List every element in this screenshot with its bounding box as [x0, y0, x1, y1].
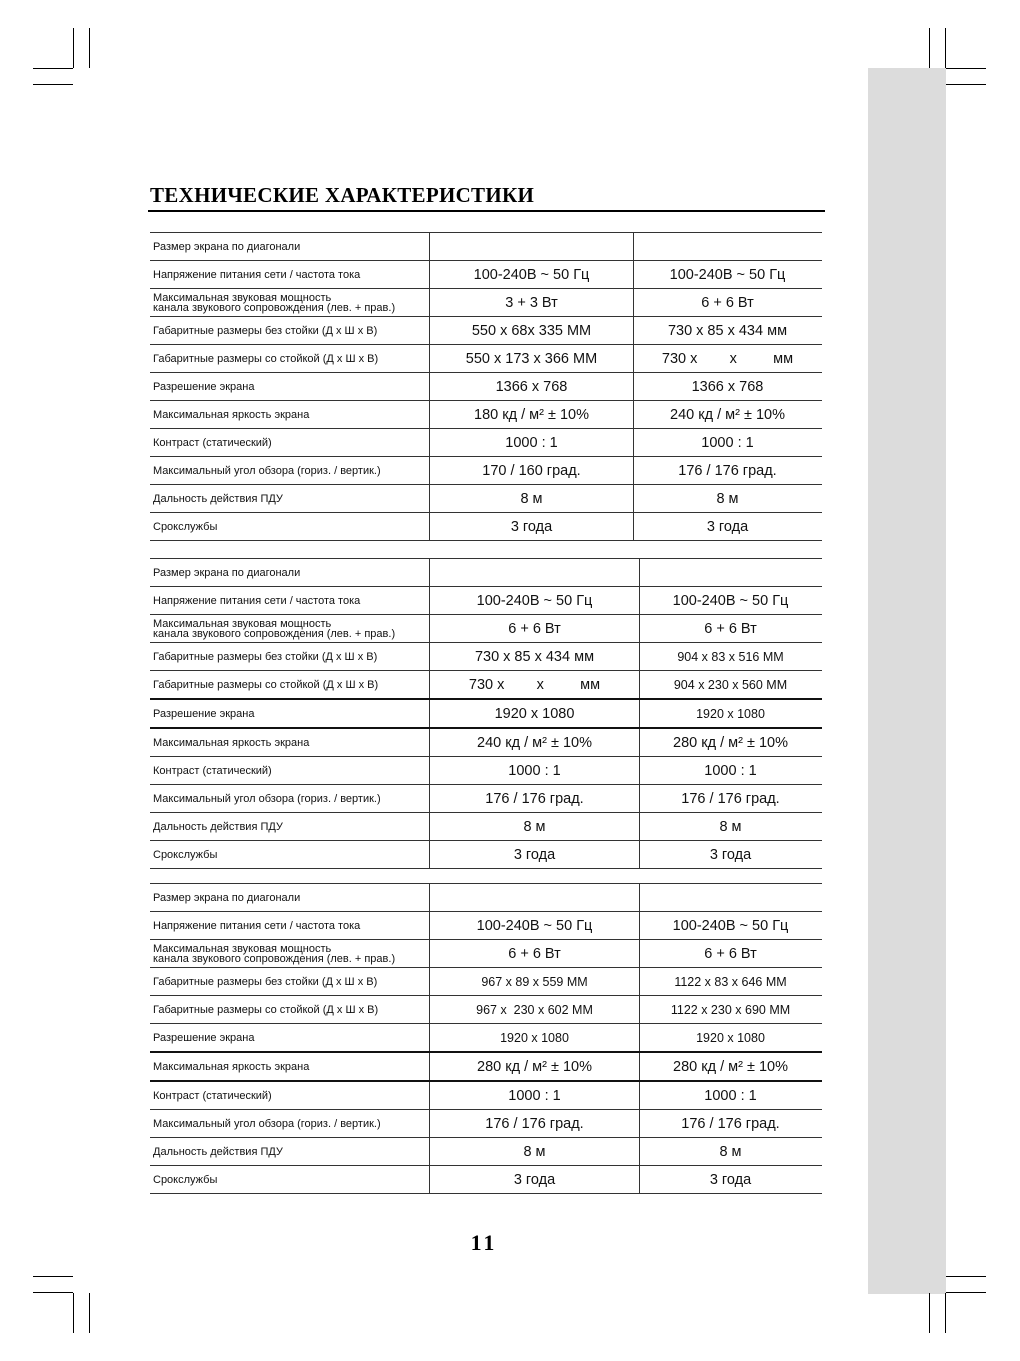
row-label: Дальность действия ПДУ	[150, 813, 430, 840]
value-col2: 176 / 176 град.	[678, 462, 777, 479]
value-col2: 6 + 6 Вт	[704, 945, 757, 962]
value-col2: 3 года	[709, 846, 752, 863]
value-col1	[430, 233, 634, 260]
crop-mark	[929, 1293, 930, 1333]
row-label: Контраст (статический)	[150, 1082, 430, 1109]
value-col1	[430, 884, 640, 911]
value-col2: 904 x 230 x 560 ММ	[673, 677, 788, 692]
value-col1: 967 x 89 x 559 ММ	[430, 968, 640, 995]
value-col1: 176 / 176 град.	[430, 785, 640, 812]
table-row	[150, 1024, 822, 1053]
table-row	[150, 671, 822, 700]
table-row	[150, 1110, 822, 1138]
row-label: Напряжение питания сети / частота тока	[150, 912, 430, 939]
spec-table	[150, 232, 822, 541]
value-col2: 100-240В ~ 50 Гц	[669, 266, 786, 283]
value-col2: 730 x x мм	[661, 350, 794, 367]
table-row	[150, 485, 822, 513]
table-row	[150, 996, 822, 1024]
row-label: Максимальный угол обзора (гориз. / вертик.)	[150, 457, 430, 484]
row-label: Максимальная яркость экрана	[150, 729, 430, 756]
row-label: Разрешение экрана	[150, 700, 430, 727]
table-row	[150, 1138, 822, 1166]
value-col1: 8 м	[430, 485, 634, 512]
crop-mark	[945, 28, 946, 68]
value-col1: 8 м	[430, 1138, 640, 1165]
value-col1: 100-240В ~ 50 Гц	[430, 587, 640, 614]
row-label: Напряжение питания сети / частота тока	[150, 261, 430, 288]
row-label: Габаритные размеры со стойкой (Д х Ш х В)	[150, 345, 430, 372]
row-label: Размер экрана по диагонали	[150, 559, 430, 586]
value-col1: 1000 : 1	[430, 757, 640, 784]
table-row	[150, 1082, 822, 1110]
table-row	[150, 757, 822, 785]
table-row	[150, 912, 822, 940]
crop-mark	[73, 28, 74, 68]
row-label: Максимальная яркость экрана	[150, 401, 430, 428]
value-col1: 550 x 68x 335 ММ	[430, 317, 634, 344]
table-row	[150, 785, 822, 813]
value-col2	[640, 559, 821, 586]
row-label: Напряжение питания сети / частота тока	[150, 587, 430, 614]
value-col2: 904 x 83 x 516 ММ	[677, 649, 784, 664]
value-col2: 176 / 176 град.	[681, 790, 780, 807]
table-row	[150, 884, 822, 912]
crop-mark	[33, 84, 73, 85]
crop-mark	[33, 1292, 73, 1293]
value-col2: 3 года	[706, 518, 749, 535]
row-label: Дальность действия ПДУ	[150, 485, 430, 512]
value-col2: 280 кд / м² ± 10%	[673, 1058, 788, 1075]
value-col1: 280 кд / м² ± 10%	[430, 1053, 640, 1080]
value-col2: 176 / 176 град.	[681, 1115, 780, 1132]
value-col2: 730 x 85 x 434 мм	[667, 322, 788, 339]
table-row	[150, 615, 822, 643]
crop-mark	[33, 1276, 73, 1277]
value-col1: 6 + 6 Вт	[430, 615, 640, 642]
value-col1: 730 x 85 x 434 мм	[430, 643, 640, 670]
row-label: Разрешение экрана	[150, 1024, 430, 1051]
value-col1: 1000 : 1	[430, 429, 634, 456]
title-underline	[148, 210, 825, 212]
value-col1: 170 / 160 град.	[430, 457, 634, 484]
crop-mark	[946, 1276, 986, 1277]
row-label: Максимальная звуковая мощность канала звукового сопровождения (лев. + прав.)	[150, 940, 430, 967]
crop-mark	[73, 1293, 74, 1333]
table-row	[150, 373, 822, 401]
row-label: Максимальный угол обзора (гориз. / вертик.)	[150, 785, 430, 812]
table-row	[150, 289, 822, 317]
row-label: Контраст (статический)	[150, 429, 430, 456]
value-col2: 1122 x 83 x 646 ММ	[674, 974, 787, 989]
table-row	[150, 261, 822, 289]
crop-mark	[33, 68, 73, 69]
row-label: Габаритные размеры без стойки (Д х Ш х В)	[150, 968, 430, 995]
value-col2: 1000 : 1	[704, 762, 757, 779]
value-col1	[430, 559, 640, 586]
row-label: Максимальная звуковая мощность канала звукового сопровождения (лев. + прав.)	[150, 615, 430, 642]
crop-mark	[89, 28, 90, 68]
value-col1: 1920 x 1080	[430, 1024, 640, 1051]
value-col1: 240 кд / м² ± 10%	[430, 729, 640, 756]
row-label: Максимальная звуковая мощность канала звукового сопровождения (лев. + прав.)	[150, 289, 430, 316]
value-col2	[640, 884, 821, 911]
row-label: Дальность действия ПДУ	[150, 1138, 430, 1165]
table-row	[150, 587, 822, 615]
value-col2: 100-240В ~ 50 Гц	[672, 917, 789, 934]
table-row	[150, 401, 822, 429]
value-col1: 1366 x 768	[430, 373, 634, 400]
value-col1: 3 года	[430, 841, 640, 868]
value-col2: 8 м	[719, 1143, 742, 1160]
table-row	[150, 841, 822, 869]
value-col2: 1000 : 1	[701, 434, 754, 451]
value-col2	[634, 233, 821, 260]
value-col1: 180 кд / м² ± 10%	[430, 401, 634, 428]
table-row	[150, 559, 822, 587]
crop-mark	[89, 1293, 90, 1333]
table-row	[150, 1053, 822, 1082]
row-label: Габаритные размеры без стойки (Д х Ш х В)	[150, 317, 430, 344]
row-label: Максимальный угол обзора (гориз. / вертик.)	[150, 1110, 430, 1137]
table-row	[150, 345, 822, 373]
table-row	[150, 700, 822, 729]
value-col2: 280 кд / м² ± 10%	[673, 734, 788, 751]
table-row	[150, 317, 822, 345]
value-col2: 1122 x 230 x 690 ММ	[670, 1002, 791, 1017]
table-row	[150, 643, 822, 671]
table-row	[150, 729, 822, 757]
value-col1: 100-240В ~ 50 Гц	[430, 261, 634, 288]
table-row	[150, 429, 822, 457]
table-row	[150, 968, 822, 996]
spec-table	[150, 558, 822, 869]
value-col1: 3 года	[430, 1166, 640, 1193]
table-row	[150, 813, 822, 841]
page-title: ТЕХНИЧЕСКИЕ ХАРАКТЕРИСТИКИ	[150, 183, 535, 207]
row-label: Разрешение экрана	[150, 373, 430, 400]
value-col1: 550 x 173 x 366 ММ	[430, 345, 634, 372]
spec-table	[150, 883, 822, 1194]
row-label: Срокслужбы	[150, 513, 430, 540]
crop-mark	[945, 1293, 946, 1333]
value-col1: 6 + 6 Вт	[430, 940, 640, 967]
value-col1: 8 м	[430, 813, 640, 840]
table-row	[150, 1166, 822, 1194]
value-col2: 1366 x 768	[691, 378, 764, 395]
row-label: Максимальная яркость экрана	[150, 1053, 430, 1080]
crop-mark	[946, 84, 986, 85]
row-label: Размер экрана по диагонали	[150, 233, 430, 260]
value-col2: 1000 : 1	[704, 1087, 757, 1104]
value-col1: 176 / 176 град.	[430, 1110, 640, 1137]
value-col1: 3 года	[430, 513, 634, 540]
table-row	[150, 457, 822, 485]
value-col2: 6 + 6 Вт	[701, 294, 754, 311]
table-row	[150, 513, 822, 541]
row-label: Габаритные размеры без стойки (Д х Ш х В)	[150, 643, 430, 670]
row-label: Размер экрана по диагонали	[150, 884, 430, 911]
value-col1: 967 x 230 x 602 ММ	[430, 996, 640, 1023]
page-number: 11	[470, 1230, 498, 1255]
row-label: Контраст (статический)	[150, 757, 430, 784]
value-col2: 100-240В ~ 50 Гц	[672, 592, 789, 609]
crop-mark	[946, 1292, 986, 1293]
value-col1: 3 + 3 Вт	[430, 289, 634, 316]
value-col1: 730 x x мм	[430, 671, 640, 698]
crop-mark	[946, 68, 986, 69]
table-row	[150, 940, 822, 968]
value-col2: 6 + 6 Вт	[704, 620, 757, 637]
value-col2: 1920 x 1080	[696, 1030, 765, 1045]
row-label: Срокслужбы	[150, 841, 430, 868]
page-edge-tab	[868, 68, 946, 1294]
table-row	[150, 233, 822, 261]
row-label: Габаритные размеры со стойкой (Д х Ш х В)	[150, 996, 430, 1023]
value-col1: 1000 : 1	[430, 1082, 640, 1109]
value-col2: 8 м	[719, 818, 742, 835]
crop-mark	[929, 28, 930, 68]
row-label: Габаритные размеры со стойкой (Д х Ш х В)	[150, 671, 430, 698]
value-col1: 1920 x 1080	[430, 700, 640, 727]
value-col2: 3 года	[709, 1171, 752, 1188]
value-col2: 240 кд / м² ± 10%	[670, 406, 785, 423]
value-col2: 1920 x 1080	[696, 706, 765, 721]
row-label: Срокслужбы	[150, 1166, 430, 1193]
value-col2: 8 м	[716, 490, 739, 507]
value-col1: 100-240В ~ 50 Гц	[430, 912, 640, 939]
